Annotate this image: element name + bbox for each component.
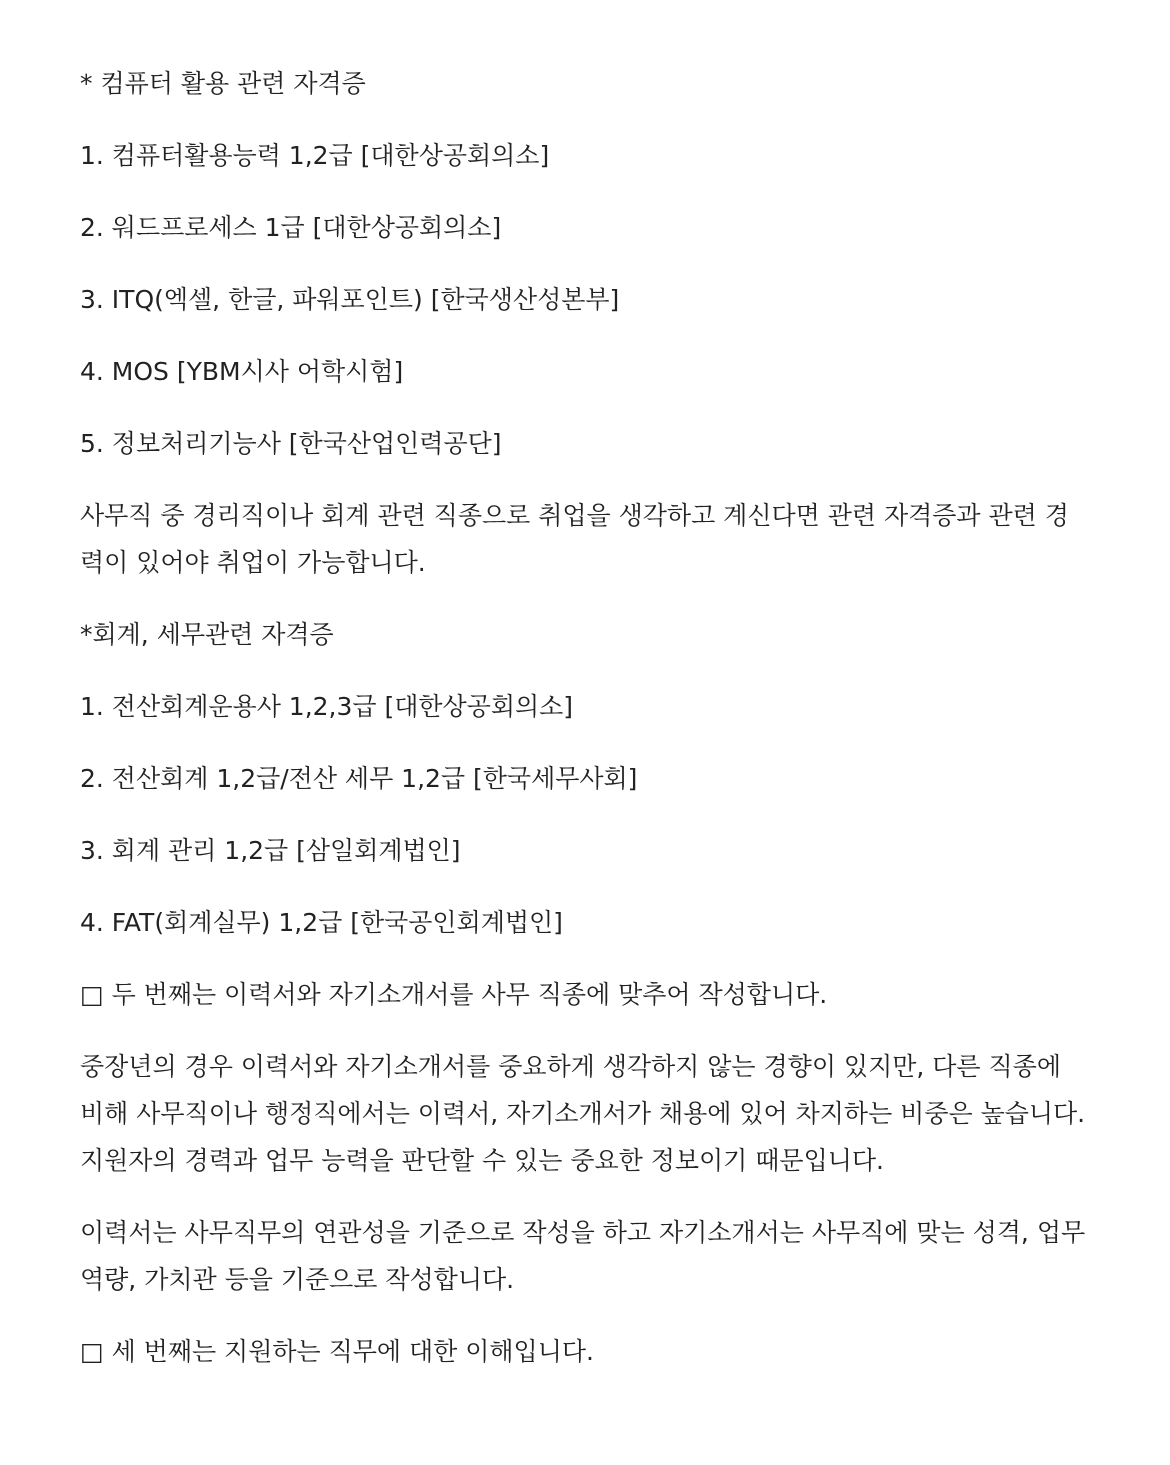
computer-cert-item: 2. 워드프로세스 1급 [대한상공회의소] [80, 213, 502, 242]
accounting-cert-heading: *회계, 세무관련 자격증 [80, 620, 334, 649]
computer-cert-item: 1. 컴퓨터활용능력 1,2급 [대한상공회의소] [80, 141, 550, 170]
second-point: □ 두 번째는 이력서와 자기소개서를 사무 직종에 맞추어 작성합니다. [80, 980, 828, 1009]
computer-cert-item: 5. 정보처리기능사 [한국산업인력공단] [80, 429, 502, 458]
accounting-intro-paragraph: 사무직 중 경리직이나 회계 관련 직종으로 취업을 생각하고 계신다면 관련 자격증과 관련 경력이 있어야 취업이 가능합니다. [80, 501, 1069, 577]
computer-cert-item: 3. ITQ(엑셀, 한글, 파워포인트) [한국생산성본부] [80, 285, 620, 314]
accounting-cert-item: 1. 전산회계운용사 1,2,3급 [대한상공회의소] [80, 692, 574, 721]
computer-cert-item: 4. MOS [YBM시사 어학시험] [80, 357, 404, 386]
computer-cert-heading: * 컴퓨터 활용 관련 자격증 [80, 69, 366, 98]
resume-paragraph: 중장년의 경우 이력서와 자기소개서를 중요하게 생각하지 않는 경향이 있지만, 다른 직종에 비해 사무직이나 행정직에서는 이력서, 자기소개서가 채용에 있어 차지하는 비중은 높습니다. 지원자의 경력과 업무 능력을 판단할 수 있는 중요한 정보이기 때문입니다. [80, 1052, 1086, 1175]
accounting-cert-item: 3. 회계 관리 1,2급 [삼일회계법인] [80, 836, 461, 865]
document-body [80, 60, 1090, 1400]
accounting-cert-item: 2. 전산회계 1,2급/전산 세무 1,2급 [한국세무사회] [80, 764, 638, 793]
third-point: □ 세 번째는 지원하는 직무에 대한 이해입니다. [80, 1337, 594, 1366]
accounting-cert-item: 4. FAT(회계실무) 1,2급 [한국공인회계법인] [80, 908, 563, 937]
resume-guide-paragraph: 이력서는 사무직무의 연관성을 기준으로 작성을 하고 자기소개서는 사무직에 맞는 성격, 업무 역량, 가치관 등을 기준으로 작성합니다. [80, 1218, 1086, 1294]
